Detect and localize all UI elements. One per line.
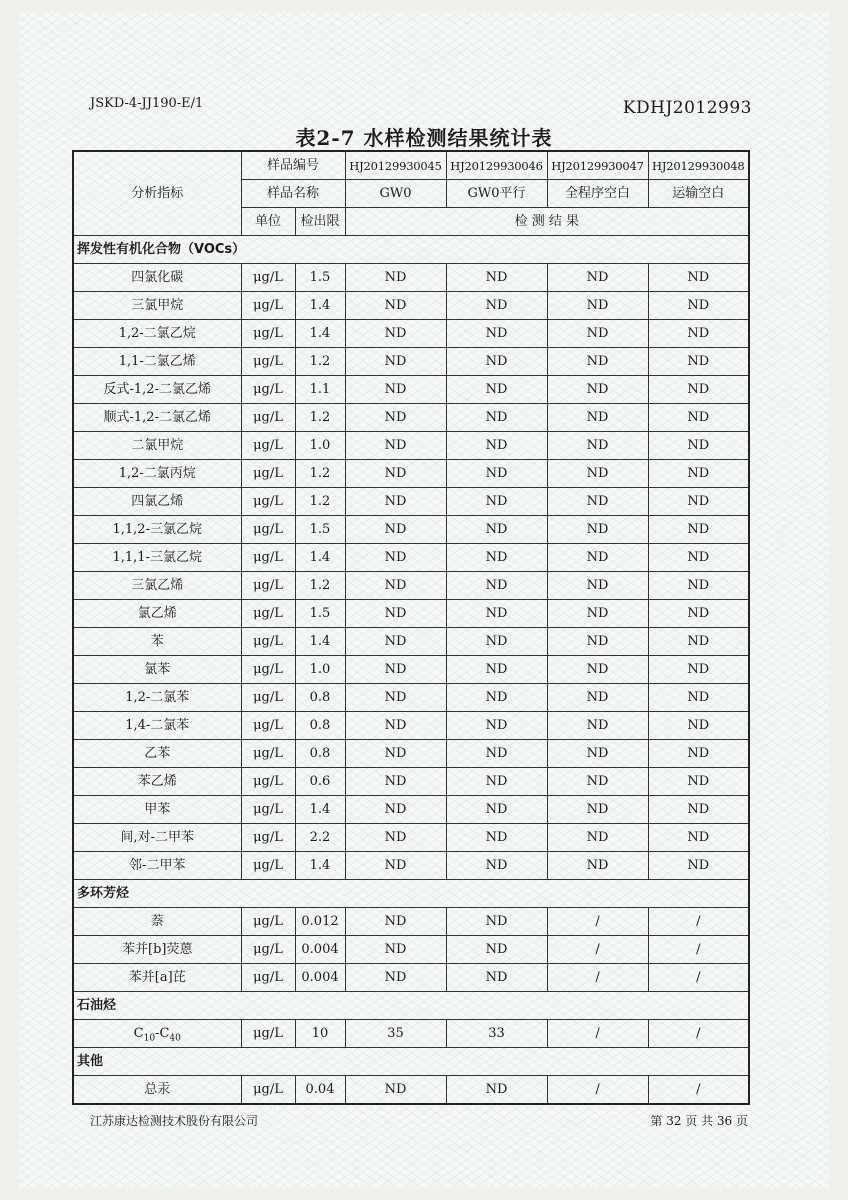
result-cell: ND [648, 292, 749, 320]
result-cell: ND [648, 544, 749, 572]
result-cell: ND [648, 600, 749, 628]
analyte-name: 乙苯 [73, 740, 241, 768]
limit-label: 检出限 [295, 208, 345, 236]
analysis-label: 分析指标 [73, 151, 241, 236]
limit-cell: 1.4 [295, 628, 345, 656]
unit-cell: μg/L [241, 600, 295, 628]
analyte-name: 邻-二甲苯 [73, 852, 241, 880]
unit-cell: μg/L [241, 684, 295, 712]
analyte-name: 四氯乙烯 [73, 488, 241, 516]
result-cell: ND [547, 684, 648, 712]
result-cell: ND [648, 824, 749, 852]
limit-cell: 1.0 [295, 432, 345, 460]
result-cell: ND [345, 572, 446, 600]
result-cell: ND [547, 432, 648, 460]
limit-cell: 10 [295, 1020, 345, 1048]
result-cell: ND [345, 964, 446, 992]
limit-cell: 2.2 [295, 824, 345, 852]
result-cell: ND [547, 628, 648, 656]
section-row [73, 1048, 749, 1076]
sample-id: HJ20129930048 [648, 151, 749, 180]
result-cell: ND [345, 544, 446, 572]
result-cell: ND [446, 1076, 547, 1105]
result-cell: ND [446, 712, 547, 740]
analyte-name: 苯乙烯 [73, 768, 241, 796]
table-title: 表2-7 水样检测结果统计表 [295, 126, 553, 150]
analyte-name: 二氯甲烷 [73, 432, 241, 460]
result-cell: ND [446, 656, 547, 684]
unit-cell: μg/L [241, 376, 295, 404]
result-cell: / [648, 936, 749, 964]
result-cell: ND [648, 740, 749, 768]
result-cell: 33 [446, 1020, 547, 1048]
analyte-name: 1,1-二氯乙烯 [73, 348, 241, 376]
result-cell: ND [345, 348, 446, 376]
result-cell: ND [648, 572, 749, 600]
sample-id: HJ20129930046 [446, 151, 547, 180]
result-cell: ND [648, 432, 749, 460]
result-cell: ND [345, 712, 446, 740]
result-cell: ND [648, 264, 749, 292]
limit-cell: 1.4 [295, 852, 345, 880]
result-cell: ND [446, 684, 547, 712]
analyte-name: 1,2-二氯乙烷 [73, 320, 241, 348]
limit-cell: 0.8 [295, 712, 345, 740]
table-row [73, 768, 749, 796]
result-cell: ND [547, 404, 648, 432]
result-cell: ND [648, 460, 749, 488]
result-cell: ND [547, 320, 648, 348]
unit-cell: μg/L [241, 852, 295, 880]
unit-cell: μg/L [241, 404, 295, 432]
table-row [73, 684, 749, 712]
unit-cell: μg/L [241, 768, 295, 796]
result-cell: ND [446, 824, 547, 852]
limit-cell: 0.004 [295, 964, 345, 992]
result-cell: ND [547, 376, 648, 404]
unit-cell: μg/L [241, 516, 295, 544]
report-number: KDHJ2012993 [622, 98, 752, 118]
result-cell: ND [345, 740, 446, 768]
result-cell: / [648, 964, 749, 992]
table-row [73, 348, 749, 376]
section-title: 其他 [73, 1048, 749, 1076]
result-cell: ND [345, 656, 446, 684]
result-cell: ND [648, 404, 749, 432]
table-row [73, 1076, 749, 1105]
analyte-name: 1,1,2-三氯乙烷 [73, 516, 241, 544]
sample-name: 全程序空白 [547, 180, 648, 208]
unit-cell: μg/L [241, 824, 295, 852]
unit-cell: μg/L [241, 348, 295, 376]
limit-cell: 0.04 [295, 1076, 345, 1105]
result-cell: ND [345, 936, 446, 964]
unit-cell: μg/L [241, 1076, 295, 1105]
doc-code: JSKD-4-JJ190-E/1 [90, 96, 204, 111]
result-cell: ND [446, 768, 547, 796]
result-cell: ND [345, 768, 446, 796]
result-cell: ND [648, 796, 749, 824]
analyte-name: 四氯化碳 [73, 264, 241, 292]
unit-cell: μg/L [241, 264, 295, 292]
analyte-name: 1,1,1-三氯乙烷 [73, 544, 241, 572]
analyte-name-sub: 10 [143, 1033, 156, 1044]
result-cell: ND [648, 768, 749, 796]
result-cell: ND [345, 376, 446, 404]
table-row [73, 292, 749, 320]
limit-cell: 1.5 [295, 600, 345, 628]
analyte-name: 苯并[b]荧蒽 [73, 936, 241, 964]
unit-cell: μg/L [241, 432, 295, 460]
result-cell: / [547, 1076, 648, 1105]
limit-cell: 1.2 [295, 488, 345, 516]
analyte-name-part: C [133, 1025, 144, 1041]
section-row [73, 992, 749, 1020]
limit-cell: 1.0 [295, 656, 345, 684]
result-cell: ND [446, 292, 547, 320]
table-row [73, 488, 749, 516]
sample-name: GW0 [345, 180, 446, 208]
section-title: 挥发性有机化合物（VOCs） [73, 236, 749, 264]
unit-cell: μg/L [241, 488, 295, 516]
analyte-name-sub: 40 [169, 1033, 181, 1044]
unit-cell: μg/L [241, 796, 295, 824]
limit-cell: 1.2 [295, 404, 345, 432]
sample-name-label: 样品名称 [241, 180, 345, 208]
unit-cell: μg/L [241, 936, 295, 964]
result-cell: ND [547, 740, 648, 768]
result-cell: / [648, 1076, 749, 1105]
result-cell: ND [345, 320, 446, 348]
unit-cell: μg/L [241, 740, 295, 768]
analyte-name: 总汞 [73, 1076, 241, 1105]
result-cell: ND [446, 572, 547, 600]
result-cell: ND [345, 1076, 446, 1105]
result-cell: ND [446, 796, 547, 824]
table-row [73, 264, 749, 292]
result-cell: ND [547, 656, 648, 684]
result-cell: ND [446, 740, 547, 768]
limit-cell: 1.5 [295, 264, 345, 292]
unit-label: 单位 [241, 208, 295, 236]
result-cell: ND [446, 376, 547, 404]
result-cell: ND [446, 404, 547, 432]
limit-cell: 1.2 [295, 572, 345, 600]
result-cell: ND [547, 796, 648, 824]
table-row [73, 796, 749, 824]
limit-cell: 0.8 [295, 740, 345, 768]
result-cell: ND [648, 320, 749, 348]
unit-cell: μg/L [241, 712, 295, 740]
result-cell: ND [345, 600, 446, 628]
table-row [73, 320, 749, 348]
page-number: 第 32 页 共 36 页 [650, 1114, 748, 1128]
table-row [73, 460, 749, 488]
analyte-name: 反式-1,2-二氯乙烯 [73, 376, 241, 404]
result-cell: ND [547, 516, 648, 544]
limit-cell: 1.1 [295, 376, 345, 404]
result-cell: ND [446, 544, 547, 572]
table-row [73, 712, 749, 740]
unit-cell: μg/L [241, 908, 295, 936]
result-cell: ND [547, 348, 648, 376]
limit-cell: 0.004 [295, 936, 345, 964]
result-cell: ND [345, 264, 446, 292]
result-cell: ND [446, 348, 547, 376]
table-row [73, 824, 749, 852]
result-cell: ND [648, 488, 749, 516]
analyte-name: 三氯乙烯 [73, 572, 241, 600]
result-cell: ND [547, 264, 648, 292]
result-cell: ND [547, 572, 648, 600]
unit-cell: μg/L [241, 544, 295, 572]
result-cell: ND [547, 852, 648, 880]
result-cell: ND [345, 432, 446, 460]
table-row [73, 404, 749, 432]
result-cell: ND [345, 404, 446, 432]
result-cell: ND [345, 824, 446, 852]
table-row [73, 852, 749, 880]
result-cell: ND [547, 768, 648, 796]
section-title: 多环芳烃 [73, 880, 749, 908]
result-cell: ND [547, 544, 648, 572]
table-row [73, 628, 749, 656]
table-row [73, 740, 749, 768]
result-cell: ND [547, 600, 648, 628]
result-cell: ND [648, 684, 749, 712]
table-row [73, 656, 749, 684]
sample-name: GW0平行 [446, 180, 547, 208]
analyte-name: 苯 [73, 628, 241, 656]
limit-cell: 0.8 [295, 684, 345, 712]
result-cell: ND [345, 488, 446, 516]
result-cell: ND [446, 852, 547, 880]
result-cell: / [547, 936, 648, 964]
result-cell: ND [446, 908, 547, 936]
result-cell: ND [345, 796, 446, 824]
result-cell: 35 [345, 1020, 446, 1048]
table-row [73, 572, 749, 600]
result-cell: ND [446, 600, 547, 628]
analyte-name: 间,对-二甲苯 [73, 824, 241, 852]
section-row [73, 880, 749, 908]
result-cell: / [648, 1020, 749, 1048]
table-row [73, 964, 749, 992]
result-cell: ND [446, 264, 547, 292]
analyte-name [73, 1020, 241, 1048]
analyte-name: 萘 [73, 908, 241, 936]
table-row [73, 1020, 749, 1048]
analyte-name: 苯并[a]芘 [73, 964, 241, 992]
result-cell: ND [547, 712, 648, 740]
result-cell: ND [547, 488, 648, 516]
header-row-sample-id [73, 151, 749, 180]
result-label: 检 测 结 果 [345, 208, 749, 236]
limit-cell: 1.2 [295, 348, 345, 376]
table-row [73, 908, 749, 936]
section-title: 石油烃 [73, 992, 749, 1020]
table-row [73, 376, 749, 404]
analyte-name: 甲苯 [73, 796, 241, 824]
result-cell: ND [547, 824, 648, 852]
result-cell: ND [446, 516, 547, 544]
result-cell: ND [648, 376, 749, 404]
result-cell: ND [547, 292, 648, 320]
analyte-name: 氯苯 [73, 656, 241, 684]
result-cell: ND [446, 460, 547, 488]
limit-cell: 1.4 [295, 292, 345, 320]
table-row [73, 544, 749, 572]
result-cell: / [648, 908, 749, 936]
result-cell: ND [446, 320, 547, 348]
analyte-name: 1,2-二氯苯 [73, 684, 241, 712]
result-cell: ND [648, 348, 749, 376]
unit-cell: μg/L [241, 964, 295, 992]
unit-cell: μg/L [241, 320, 295, 348]
limit-cell: 0.012 [295, 908, 345, 936]
result-cell: / [547, 964, 648, 992]
result-cell: ND [446, 488, 547, 516]
result-cell: ND [345, 516, 446, 544]
result-cell: ND [345, 684, 446, 712]
limit-cell: 0.6 [295, 768, 345, 796]
limit-cell: 1.4 [295, 320, 345, 348]
result-cell: ND [648, 852, 749, 880]
section-row [73, 236, 749, 264]
sample-no-label: 样品编号 [241, 151, 345, 180]
analyte-name: 三氯甲烷 [73, 292, 241, 320]
result-cell: ND [446, 628, 547, 656]
table-row [73, 936, 749, 964]
result-cell: ND [345, 908, 446, 936]
result-cell: ND [648, 712, 749, 740]
result-cell: ND [446, 964, 547, 992]
result-cell: ND [648, 656, 749, 684]
result-cell: ND [446, 432, 547, 460]
unit-cell: μg/L [241, 572, 295, 600]
unit-cell: μg/L [241, 628, 295, 656]
result-cell: / [547, 1020, 648, 1048]
analyte-name-part: -C [155, 1025, 170, 1041]
result-cell: ND [345, 460, 446, 488]
analyte-name: 1,4-二氯苯 [73, 712, 241, 740]
sample-name: 运输空白 [648, 180, 749, 208]
result-cell: ND [648, 628, 749, 656]
result-cell: ND [648, 516, 749, 544]
result-cell: / [547, 908, 648, 936]
unit-cell: μg/L [241, 460, 295, 488]
table-row [73, 600, 749, 628]
sample-id: HJ20129930047 [547, 151, 648, 180]
table-row [73, 516, 749, 544]
limit-cell: 1.4 [295, 544, 345, 572]
result-cell: ND [345, 852, 446, 880]
limit-cell: 1.2 [295, 460, 345, 488]
limit-cell: 1.4 [295, 796, 345, 824]
unit-cell: μg/L [241, 292, 295, 320]
result-cell: ND [446, 936, 547, 964]
results-table [72, 150, 750, 1105]
analyte-name: 1,2-二氯丙烷 [73, 460, 241, 488]
result-cell: ND [547, 460, 648, 488]
unit-cell: μg/L [241, 656, 295, 684]
analyte-name: 顺式-1,2-二氯乙烯 [73, 404, 241, 432]
unit-cell: μg/L [241, 1020, 295, 1048]
limit-cell: 1.5 [295, 516, 345, 544]
result-cell: ND [345, 292, 446, 320]
analyte-name: 氯乙烯 [73, 600, 241, 628]
sample-id: HJ20129930045 [345, 151, 446, 180]
company-name: 江苏康达检测技术股份有限公司 [90, 1114, 259, 1128]
table-row [73, 432, 749, 460]
result-cell: ND [345, 628, 446, 656]
